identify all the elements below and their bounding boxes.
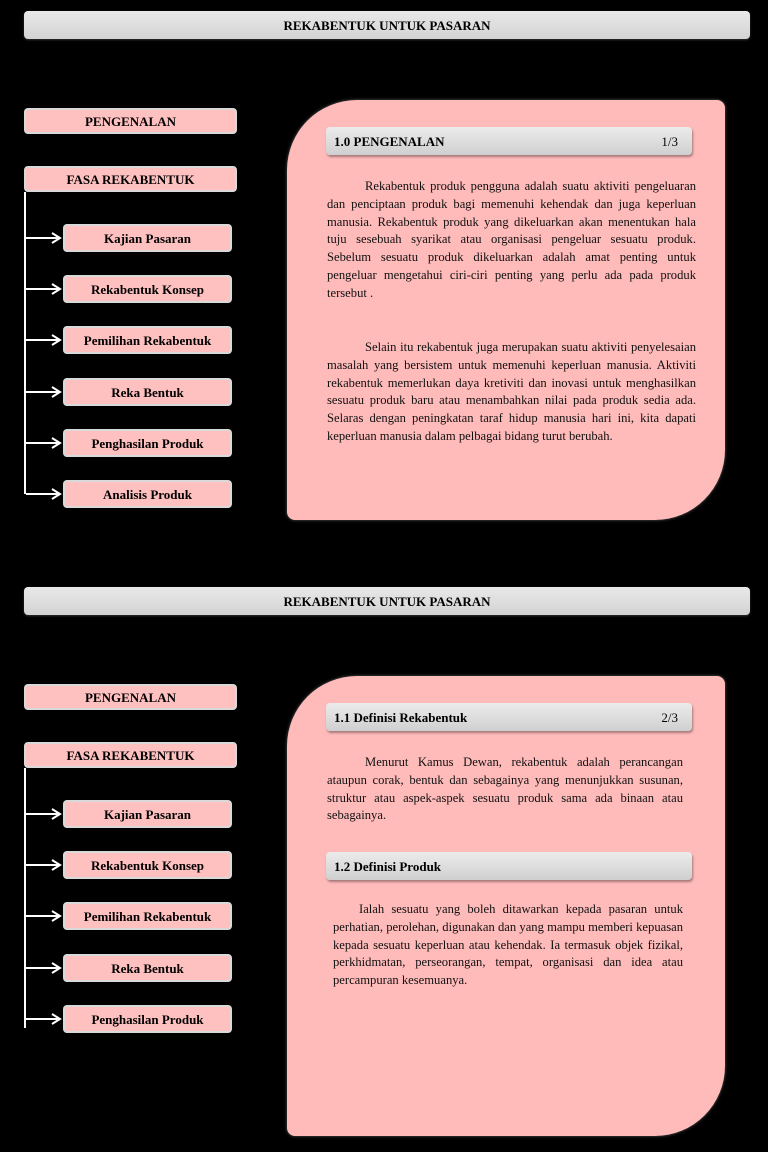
nav-pengenalan-button[interactable]: PENGENALAN — [24, 684, 237, 710]
nav-penghasilan-produk-button[interactable]: Penghasilan Produk — [63, 1005, 232, 1033]
section-heading — [326, 852, 692, 880]
nav-pemilihan-rekabentuk-button[interactable]: Pemilihan Rekabentuk — [63, 326, 232, 354]
nav-arrow-icon — [26, 962, 62, 974]
content-card — [287, 676, 725, 1136]
nav-arrow-icon — [26, 437, 62, 449]
nav-arrow-icon — [26, 232, 62, 244]
nav-reka-bentuk-button[interactable]: Reka Bentuk — [63, 378, 232, 406]
nav-tree-line — [24, 768, 26, 1028]
section-heading-text: 1.1 Definisi Rekabentuk — [334, 710, 468, 725]
nav-rekabentuk-konsep-button[interactable]: Rekabentuk Konsep — [63, 851, 232, 879]
slide-title-bar: REKABENTUK UNTUK PASARAN — [24, 11, 750, 39]
section-heading-text: 1.0 PENGENALAN — [334, 134, 445, 149]
nav-fasa-rekabentuk-button[interactable]: FASA REKABENTUK — [24, 166, 237, 192]
nav-pemilihan-rekabentuk-button[interactable]: Pemilihan Rekabentuk — [63, 902, 232, 930]
nav-arrow-icon — [26, 334, 62, 346]
nav-analisis-produk-button[interactable]: Analisis Produk — [63, 480, 232, 508]
nav-penghasilan-produk-button[interactable]: Penghasilan Produk — [63, 429, 232, 457]
content-card — [287, 100, 725, 520]
intro-paragraph-1: Rekabentuk produk pengguna adalah suatu aktiviti pengeluaran dan penciptaan produk bagi memenuhi kehendak dan juga keperluan manusia. Rekabentuk produk yang dikeluarkan akan menentukan hala tuju sesebuah syarikat atau organisasi pengeluar sesuatu produk. Sebelum sesuatu produk dikeluarkan adalah amat penting untuk pengeluar mengetahui ciri-ciri penting yang perlu ada pada produk tersebut . — [327, 179, 696, 300]
intro-paragraph-2: Selain itu rekabentuk juga merupakan suatu aktiviti penyelesaian masalah yang bersistem untuk memenuhi keperluan manusia. Aktiviti rekabentuk memerlukan daya kretiviti dan inovasi untuk menghasilkan sesuatu produk baru atau menambahkan nilai pada produk sedia ada. Selaras dengan peningkatan taraf hidup manusia hari ini, kita dapati keperluan manusia dalam pelbagai bidang turut berubah. — [327, 340, 696, 443]
nav-arrow-icon — [26, 859, 62, 871]
slide-2 — [0, 576, 768, 1152]
page-indicator: 2/3 — [661, 710, 678, 725]
nav-kajian-pasaran-button[interactable]: Kajian Pasaran — [63, 224, 232, 252]
page-indicator: 1/3 — [661, 134, 678, 149]
definition-produk-paragraph: Ialah sesuatu yang boleh ditawarkan kepada pasaran untuk perhatian, perolehan, digunakan dan yang mampu memberi kepuasan kepada sesuatu keperluan atau kehendak. Ia termasuk objek fizikal, perkhidmatan, perseorangan, tempat, organisasi dan idea atau percampuran kesemuanya. — [333, 902, 683, 988]
nav-arrow-icon — [26, 386, 62, 398]
section-heading-text: 1.2 Definisi Produk — [334, 859, 442, 874]
section-heading — [326, 703, 692, 731]
nav-rekabentuk-konsep-button[interactable]: Rekabentuk Konsep — [63, 275, 232, 303]
nav-arrow-icon — [26, 1013, 62, 1025]
nav-reka-bentuk-button[interactable]: Reka Bentuk — [63, 954, 232, 982]
nav-arrow-icon — [26, 808, 62, 820]
section-heading — [326, 127, 692, 155]
nav-arrow-icon — [26, 910, 62, 922]
nav-arrow-icon — [26, 488, 62, 500]
nav-fasa-rekabentuk-button[interactable]: FASA REKABENTUK — [24, 742, 237, 768]
definition-rekabentuk-paragraph: Menurut Kamus Dewan, rekabentuk adalah perancangan ataupun corak, bentuk dan sebagainya yang menunjukkan susunan, struktur atau aspek-aspek sesuatu produk sama ada binaan atau sebagainya. — [327, 755, 683, 823]
nav-kajian-pasaran-button[interactable]: Kajian Pasaran — [63, 800, 232, 828]
slide-title-bar: REKABENTUK UNTUK PASARAN — [24, 587, 750, 615]
nav-arrow-icon — [26, 283, 62, 295]
nav-pengenalan-button[interactable]: PENGENALAN — [24, 108, 237, 134]
